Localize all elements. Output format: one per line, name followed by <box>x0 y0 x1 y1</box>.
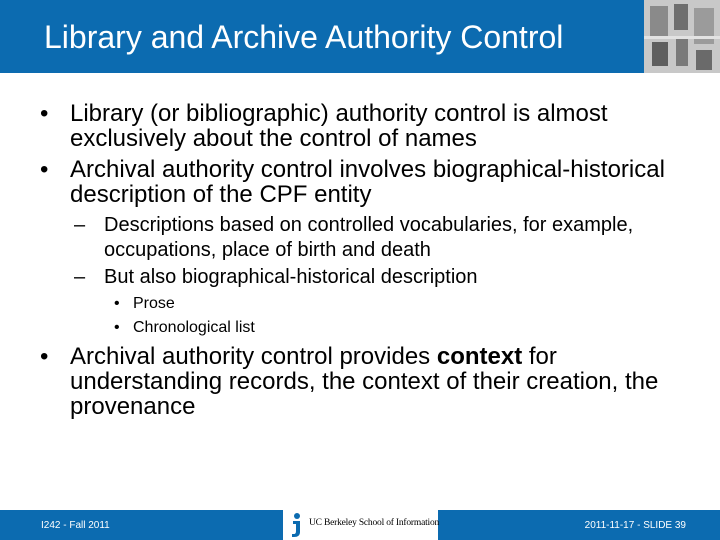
emphasis-context: context <box>436 343 523 370</box>
sub-bullet-2: – But also biographical-historical description <box>74 266 478 288</box>
bullet-3: • Archival authority control provides context for understanding records, the context of their creation, the provenance <box>40 343 659 420</box>
sub-bullet-1: – Descriptions based on controlled vocabularies, for example, occupations, place of birth and death <box>74 214 634 261</box>
course-label: I242 - Fall 2011 <box>41 520 110 531</box>
school-logo-text: UC Berkeley School of Information <box>309 518 440 528</box>
sub-sub-bullet-1: • Prose <box>114 295 175 312</box>
sub-sub-bullet-2: • Chronological list <box>114 319 255 336</box>
ischool-logo-icon <box>288 512 306 538</box>
slide-number: 2011-11-17 - SLIDE 39 <box>584 520 686 531</box>
bullet-2: • Archival authority control involves biographical-historical description of the CPF entity <box>40 156 665 208</box>
school-logo <box>283 510 438 540</box>
bullet-1: • Library (or bibliographic) authority control is almost exclusively about the control of names <box>40 100 608 152</box>
slide-title: Library and Archive Authority Control <box>44 19 564 55</box>
